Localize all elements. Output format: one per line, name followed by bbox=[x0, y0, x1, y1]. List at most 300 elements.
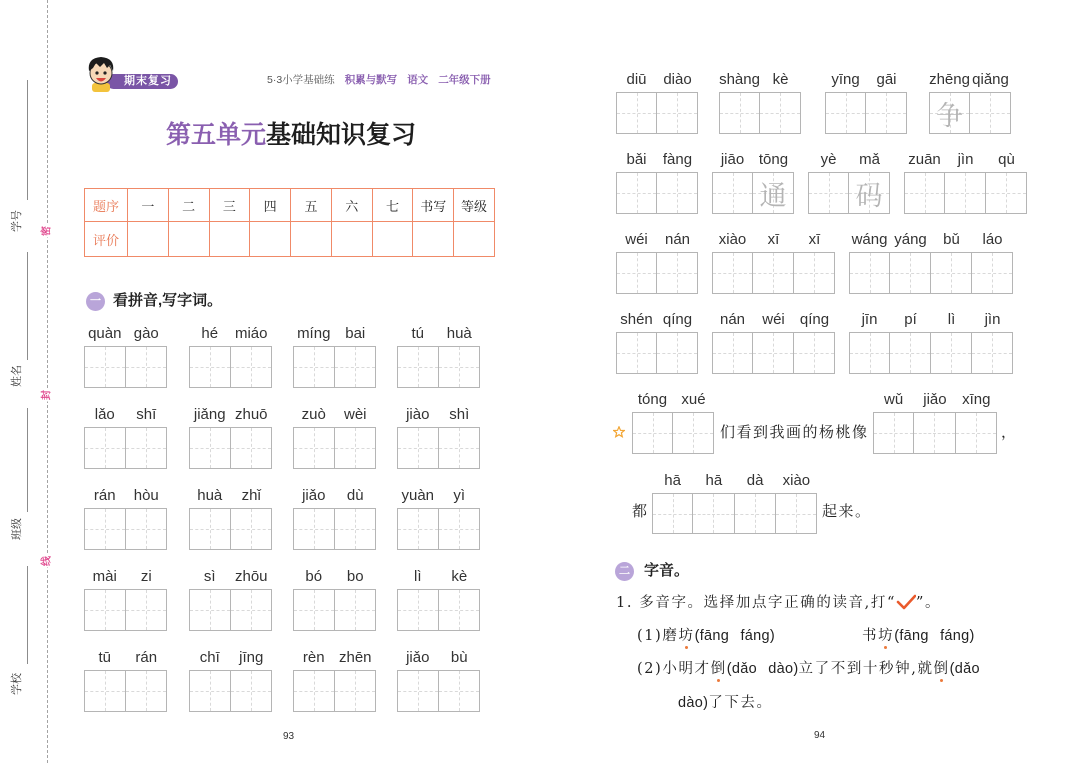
pinyin-syllable: quàn bbox=[88, 325, 122, 342]
checkmark-icon bbox=[896, 594, 916, 610]
page-title-unit: 第五单元 bbox=[166, 121, 267, 149]
writing-cell[interactable] bbox=[712, 172, 753, 214]
right-word-item bbox=[904, 151, 1027, 214]
writing-grid bbox=[712, 252, 835, 294]
writing-cell[interactable] bbox=[955, 412, 997, 454]
pinyin-syllable: yì bbox=[453, 487, 466, 504]
score-table-header-row bbox=[85, 189, 495, 222]
score-table-column: 三 bbox=[209, 189, 250, 222]
right-word-item bbox=[929, 71, 1011, 134]
left-word-item bbox=[293, 406, 376, 469]
writing-cell[interactable] bbox=[125, 508, 168, 550]
pinyin-syllable: shàng bbox=[719, 71, 760, 88]
writing-cell[interactable] bbox=[889, 332, 931, 374]
left-word-item bbox=[189, 568, 272, 631]
pinyin-row bbox=[397, 568, 480, 589]
pinyin-syllable: bǔ bbox=[943, 231, 960, 248]
writing-cell[interactable] bbox=[930, 252, 972, 294]
writing-cell[interactable] bbox=[438, 346, 481, 388]
pinyin-row bbox=[293, 325, 376, 346]
pinyin-syllable: qù bbox=[998, 151, 1015, 168]
writing-grid bbox=[616, 252, 698, 294]
score-table-column: 七 bbox=[372, 189, 413, 222]
sentence-text-3: 起来。 bbox=[822, 502, 872, 520]
left-word-item bbox=[84, 568, 167, 631]
left-word-item bbox=[189, 325, 272, 388]
writing-cell[interactable] bbox=[189, 427, 231, 469]
writing-cell[interactable] bbox=[230, 589, 273, 631]
pinyin-row bbox=[189, 568, 272, 589]
writing-grid bbox=[849, 332, 1013, 374]
pinyin-syllable: lì bbox=[947, 311, 956, 328]
pinyin-syllable: lì bbox=[414, 568, 422, 585]
pinyin-syllable: fàng bbox=[662, 151, 693, 168]
item-label: 书 bbox=[862, 628, 879, 644]
pinyin-syllable: jiǎo bbox=[406, 649, 430, 666]
writing-cell[interactable] bbox=[656, 92, 698, 134]
pinyin-syllable: jiǎo bbox=[302, 487, 326, 504]
writing-grid bbox=[712, 172, 794, 214]
writing-cell[interactable] bbox=[125, 427, 168, 469]
writing-cell[interactable] bbox=[397, 670, 439, 712]
pinyin-syllable: jìn bbox=[984, 311, 1001, 328]
right-word-item bbox=[808, 151, 890, 214]
pinyin-syllable: wéi bbox=[762, 311, 785, 328]
class-label: 班级 bbox=[11, 518, 23, 540]
writing-cell[interactable] bbox=[616, 252, 657, 294]
writing-cell[interactable] bbox=[712, 252, 753, 294]
left-word-item bbox=[84, 487, 167, 550]
pinyin-syllable: huà bbox=[197, 487, 223, 504]
pinyin-row bbox=[849, 231, 1013, 252]
writing-cell[interactable] bbox=[632, 412, 673, 454]
pinyin-syllable: diū bbox=[626, 71, 647, 88]
right-word-item bbox=[712, 231, 835, 294]
left-word-item bbox=[189, 649, 272, 712]
given-character: 通 bbox=[759, 180, 787, 212]
left-word-item bbox=[293, 487, 376, 550]
writing-cell[interactable] bbox=[656, 172, 698, 214]
item-text-ending: 了下去。 bbox=[708, 695, 773, 711]
writing-grid bbox=[293, 508, 376, 550]
pinyin-syllable: huà bbox=[446, 325, 472, 342]
score-cell[interactable] bbox=[250, 222, 291, 257]
pinyin-syllable: xīng bbox=[962, 391, 991, 408]
pinyin-syllable: láo bbox=[982, 231, 1003, 248]
series-name: 5·3小学基础练 bbox=[267, 74, 335, 86]
pinyin-row bbox=[84, 568, 167, 589]
writing-cell[interactable] bbox=[334, 508, 377, 550]
score-table-column: 等级 bbox=[454, 189, 495, 222]
name-label: 姓名 bbox=[11, 365, 23, 387]
section-2-title: 字音。 bbox=[644, 562, 690, 579]
writing-cell[interactable] bbox=[848, 172, 890, 214]
pinyin-syllable: gāi bbox=[876, 71, 897, 88]
student-id-blank[interactable] bbox=[27, 80, 28, 200]
review-badge: 期末复习 bbox=[106, 74, 178, 89]
score-cell[interactable] bbox=[291, 222, 332, 257]
writing-cell[interactable] bbox=[656, 252, 698, 294]
writing-cell[interactable] bbox=[712, 332, 753, 374]
writing-cell[interactable] bbox=[652, 493, 693, 534]
pronunciation-options-start: (dǎo bbox=[949, 661, 980, 677]
writing-cell[interactable] bbox=[84, 508, 126, 550]
score-table-column: 书写 bbox=[413, 189, 454, 222]
right-word-item bbox=[712, 151, 794, 214]
pinyin-syllable: lǎo bbox=[94, 406, 115, 423]
left-word-item bbox=[397, 568, 480, 631]
writing-grid bbox=[189, 346, 272, 388]
score-table-header-label: 题序 bbox=[85, 189, 128, 222]
writing-cell[interactable] bbox=[438, 427, 481, 469]
pinyin-syllable: nán bbox=[719, 311, 746, 328]
score-table-eval-row bbox=[85, 222, 495, 257]
pinyin-syllable: zhǐ bbox=[241, 487, 261, 504]
pinyin-syllable: mài bbox=[92, 568, 117, 585]
writing-grid bbox=[712, 332, 835, 374]
writing-cell[interactable] bbox=[929, 92, 970, 134]
writing-grid bbox=[84, 346, 167, 388]
writing-grid bbox=[873, 412, 997, 454]
writing-cell[interactable] bbox=[985, 172, 1027, 214]
pinyin-syllable: zi bbox=[140, 568, 152, 585]
pinyin-syllable: mǎ bbox=[859, 151, 880, 168]
pinyin-syllable: zuò bbox=[301, 406, 326, 423]
sentence-text-1: 们看到我画的杨桃像 bbox=[720, 423, 869, 441]
writing-cell[interactable] bbox=[719, 92, 760, 134]
sentence-blank-1 bbox=[632, 391, 714, 454]
pinyin-syllable: jīn bbox=[861, 311, 878, 328]
pinyin-syllable: wáng bbox=[851, 231, 888, 248]
left-word-item bbox=[189, 487, 272, 550]
pinyin-syllable: hā bbox=[664, 472, 681, 489]
pinyin-syllable: wéi bbox=[625, 231, 648, 248]
writing-cell[interactable] bbox=[397, 427, 439, 469]
writing-cell[interactable] bbox=[971, 332, 1013, 374]
pinyin-syllable: yuàn bbox=[401, 487, 435, 504]
subject: 语文 bbox=[407, 74, 429, 86]
score-cell[interactable] bbox=[413, 222, 454, 257]
name-blank[interactable] bbox=[27, 252, 28, 360]
writing-cell[interactable] bbox=[334, 589, 377, 631]
pinyin-row bbox=[397, 487, 480, 508]
pinyin-syllable: hā bbox=[705, 472, 723, 489]
writing-cell[interactable] bbox=[616, 92, 657, 134]
pinyin-syllable: jiǎo bbox=[923, 391, 947, 408]
writing-grid bbox=[808, 172, 890, 214]
pinyin-syllable: xī bbox=[767, 231, 780, 248]
writing-grid bbox=[189, 508, 272, 550]
pinyin-syllable: miáo bbox=[234, 325, 268, 342]
question-1-item-2-continued bbox=[678, 694, 773, 712]
seal-char-feng: 封 bbox=[41, 390, 53, 400]
given-character: 码 bbox=[855, 180, 883, 212]
writing-cell[interactable] bbox=[752, 172, 794, 214]
score-cell[interactable] bbox=[372, 222, 413, 257]
writing-cell[interactable] bbox=[334, 346, 377, 388]
writing-grid bbox=[616, 332, 698, 374]
writing-cell[interactable] bbox=[913, 412, 955, 454]
page-title-topic: 基础知识复习 bbox=[266, 121, 417, 149]
writing-grid bbox=[397, 670, 480, 712]
writing-cell[interactable] bbox=[904, 172, 945, 214]
score-cell[interactable] bbox=[168, 222, 209, 257]
pinyin-row bbox=[397, 406, 480, 427]
left-word-item bbox=[84, 406, 167, 469]
writing-cell[interactable] bbox=[865, 92, 907, 134]
score-table-column: 一 bbox=[128, 189, 169, 222]
seal-char-xian: 线 bbox=[41, 556, 53, 566]
pinyin-row bbox=[712, 231, 835, 252]
writing-cell[interactable] bbox=[189, 670, 231, 712]
writing-cell[interactable] bbox=[189, 346, 231, 388]
left-word-item bbox=[293, 325, 376, 388]
pinyin-syllable: xī bbox=[808, 231, 821, 248]
right-word-item bbox=[719, 71, 801, 134]
writing-grid bbox=[632, 412, 714, 454]
pinyin-syllable: yè bbox=[820, 151, 837, 168]
pinyin-syllable: rèn bbox=[302, 649, 325, 666]
writing-cell[interactable] bbox=[793, 252, 835, 294]
score-table-column: 六 bbox=[331, 189, 372, 222]
writing-cell[interactable] bbox=[849, 332, 890, 374]
writing-cell[interactable] bbox=[84, 589, 126, 631]
writing-cell[interactable] bbox=[825, 92, 866, 134]
writing-cell[interactable] bbox=[293, 670, 335, 712]
pinyin-row bbox=[929, 71, 1011, 92]
pinyin-syllable: hòu bbox=[133, 487, 159, 504]
writing-grid bbox=[84, 589, 167, 631]
writing-cell[interactable] bbox=[672, 412, 714, 454]
left-word-item bbox=[293, 568, 376, 631]
writing-cell[interactable] bbox=[334, 427, 377, 469]
left-word-item bbox=[84, 649, 167, 712]
pinyin-syllable: bó bbox=[305, 568, 323, 585]
pinyin-syllable: bù bbox=[450, 649, 468, 666]
writing-cell[interactable] bbox=[189, 589, 231, 631]
writing-grid bbox=[904, 172, 1027, 214]
pinyin-syllable: jiāo bbox=[720, 151, 745, 168]
writing-cell[interactable] bbox=[334, 670, 377, 712]
pinyin-row bbox=[632, 391, 714, 412]
pinyin-syllable: jīng bbox=[239, 649, 264, 666]
pinyin-syllable: qíng bbox=[799, 311, 830, 328]
writing-grid bbox=[397, 427, 480, 469]
pinyin-syllable: shī bbox=[136, 406, 157, 423]
writing-cell[interactable] bbox=[849, 252, 890, 294]
writing-cell[interactable] bbox=[616, 172, 657, 214]
right-word-item bbox=[825, 71, 907, 134]
score-table-column: 五 bbox=[291, 189, 332, 222]
writing-grid bbox=[397, 589, 480, 631]
writing-cell[interactable] bbox=[84, 346, 126, 388]
writing-cell[interactable] bbox=[793, 332, 835, 374]
writing-cell[interactable] bbox=[752, 252, 794, 294]
grade: 二年级下册 bbox=[438, 74, 491, 86]
writing-grid bbox=[719, 92, 801, 134]
score-cell[interactable] bbox=[331, 222, 372, 257]
writing-grid bbox=[652, 493, 817, 534]
question-1-item-2 bbox=[637, 660, 980, 678]
writing-cell[interactable] bbox=[230, 508, 273, 550]
writing-cell[interactable] bbox=[873, 412, 914, 454]
seal-char-mi: 密 bbox=[41, 226, 53, 236]
right-word-item bbox=[712, 311, 835, 374]
right-word-item bbox=[616, 311, 698, 374]
pinyin-syllable: xiào bbox=[718, 231, 747, 248]
writing-cell[interactable] bbox=[775, 493, 817, 534]
prompt-text-before: 1. 多音字。选择加点字正确的读音,打“ bbox=[616, 595, 896, 611]
pronunciation-options: (fāng fáng) bbox=[694, 628, 775, 644]
pinyin-row bbox=[712, 151, 794, 172]
page-number-right: 94 bbox=[814, 730, 826, 741]
writing-grid bbox=[189, 427, 272, 469]
writing-cell[interactable] bbox=[293, 427, 335, 469]
book-header bbox=[267, 73, 491, 87]
writing-cell[interactable] bbox=[616, 332, 657, 374]
left-word-item bbox=[84, 325, 167, 388]
writing-cell[interactable] bbox=[125, 589, 168, 631]
pinyin-row bbox=[293, 568, 376, 589]
writing-cell[interactable] bbox=[84, 670, 126, 712]
pinyin-syllable: gào bbox=[133, 325, 159, 342]
writing-cell[interactable] bbox=[84, 427, 126, 469]
writing-cell[interactable] bbox=[230, 670, 273, 712]
pinyin-row bbox=[397, 649, 480, 670]
sentence-comma: ， bbox=[1001, 423, 1018, 441]
writing-cell[interactable] bbox=[293, 508, 335, 550]
pinyin-row bbox=[652, 472, 817, 493]
writing-grid bbox=[293, 670, 376, 712]
writing-grid bbox=[84, 670, 167, 712]
pinyin-row bbox=[904, 151, 1027, 172]
pinyin-syllable: xiào bbox=[782, 472, 811, 489]
score-table-column: 二 bbox=[168, 189, 209, 222]
writing-cell[interactable] bbox=[692, 493, 734, 534]
right-word-item bbox=[616, 151, 698, 214]
pinyin-row bbox=[719, 71, 801, 92]
writing-grid bbox=[84, 427, 167, 469]
writing-cell[interactable] bbox=[397, 508, 439, 550]
writing-cell[interactable] bbox=[759, 92, 801, 134]
school-blank[interactable] bbox=[27, 566, 28, 664]
pinyin-syllable: rán bbox=[93, 487, 116, 504]
book-type: 积累与默写 bbox=[344, 74, 398, 86]
star-icon bbox=[613, 426, 625, 438]
pinyin-syllable: bǎi bbox=[626, 151, 647, 168]
pinyin-row bbox=[189, 649, 272, 670]
boy-mascot-icon bbox=[84, 54, 118, 92]
pinyin-row bbox=[189, 487, 272, 508]
item-text-middle: 立了不到十秒钟,就 bbox=[798, 661, 934, 677]
writing-cell[interactable] bbox=[438, 670, 481, 712]
writing-cell[interactable] bbox=[230, 427, 273, 469]
score-cell[interactable] bbox=[128, 222, 169, 257]
section-2-badge: 二 bbox=[615, 562, 634, 581]
writing-grid bbox=[293, 589, 376, 631]
writing-cell[interactable] bbox=[971, 252, 1013, 294]
pronunciation-options: (fāng fáng) bbox=[894, 628, 975, 644]
pinyin-syllable: jiào bbox=[406, 406, 430, 423]
writing-grid bbox=[397, 346, 480, 388]
pinyin-syllable: shì bbox=[449, 406, 470, 423]
pinyin-row bbox=[616, 151, 698, 172]
pinyin-row bbox=[293, 406, 376, 427]
writing-cell[interactable] bbox=[889, 252, 931, 294]
writing-cell[interactable] bbox=[752, 332, 794, 374]
writing-grid bbox=[929, 92, 1011, 134]
writing-cell[interactable] bbox=[125, 670, 168, 712]
sentence-text-2: 都 bbox=[632, 502, 649, 520]
question-1-item-1-second bbox=[862, 627, 975, 645]
item-label: (2)小明才 bbox=[637, 661, 711, 677]
right-word-item bbox=[849, 311, 1013, 374]
writing-cell[interactable] bbox=[930, 332, 972, 374]
writing-cell[interactable] bbox=[189, 508, 231, 550]
pinyin-row bbox=[712, 311, 835, 332]
writing-cell[interactable] bbox=[397, 589, 439, 631]
writing-cell[interactable] bbox=[293, 589, 335, 631]
pinyin-row bbox=[84, 649, 167, 670]
pinyin-syllable: zhuō bbox=[234, 406, 268, 423]
pinyin-syllable: hé bbox=[201, 325, 219, 342]
section-1-title: 看拼音,写字词。 bbox=[113, 292, 223, 309]
writing-cell[interactable] bbox=[125, 346, 168, 388]
writing-grid bbox=[293, 346, 376, 388]
right-word-item bbox=[616, 231, 698, 294]
writing-cell[interactable] bbox=[656, 332, 698, 374]
writing-grid bbox=[825, 92, 907, 134]
dotted-character: 坊 bbox=[678, 628, 695, 644]
pinyin-syllable: rán bbox=[135, 649, 158, 666]
score-cell[interactable] bbox=[454, 222, 495, 257]
writing-cell[interactable] bbox=[397, 346, 439, 388]
writing-grid bbox=[616, 92, 698, 134]
writing-cell[interactable] bbox=[230, 346, 273, 388]
pinyin-syllable: zhōu bbox=[234, 568, 268, 585]
pinyin-syllable: yáng bbox=[894, 231, 927, 248]
class-blank[interactable] bbox=[27, 408, 28, 512]
question-1-item-1 bbox=[637, 627, 775, 645]
writing-cell[interactable] bbox=[944, 172, 986, 214]
pinyin-syllable: xué bbox=[681, 391, 706, 408]
sentence-blank-3 bbox=[652, 472, 817, 534]
pinyin-syllable: míng bbox=[297, 325, 331, 342]
pinyin-row bbox=[808, 151, 890, 172]
right-word-item bbox=[849, 231, 1013, 294]
writing-cell[interactable] bbox=[734, 493, 776, 534]
item-label: (1)磨 bbox=[637, 628, 679, 644]
left-word-item bbox=[397, 406, 480, 469]
pinyin-row bbox=[616, 71, 698, 92]
pinyin-row bbox=[293, 487, 376, 508]
given-character: 争 bbox=[936, 100, 963, 132]
score-cell[interactable] bbox=[209, 222, 250, 257]
pinyin-syllable: bo bbox=[346, 568, 364, 585]
pinyin-syllable: zhēng bbox=[929, 71, 970, 88]
writing-cell[interactable] bbox=[293, 346, 335, 388]
pinyin-syllable: tōng bbox=[758, 151, 789, 168]
pinyin-syllable: tū bbox=[98, 649, 111, 666]
writing-cell[interactable] bbox=[969, 92, 1011, 134]
pinyin-syllable: zuān bbox=[908, 151, 941, 168]
writing-cell[interactable] bbox=[438, 508, 481, 550]
pinyin-row bbox=[397, 325, 480, 346]
writing-cell[interactable] bbox=[808, 172, 849, 214]
pinyin-row bbox=[84, 406, 167, 427]
pinyin-row bbox=[293, 649, 376, 670]
writing-cell[interactable] bbox=[438, 589, 481, 631]
